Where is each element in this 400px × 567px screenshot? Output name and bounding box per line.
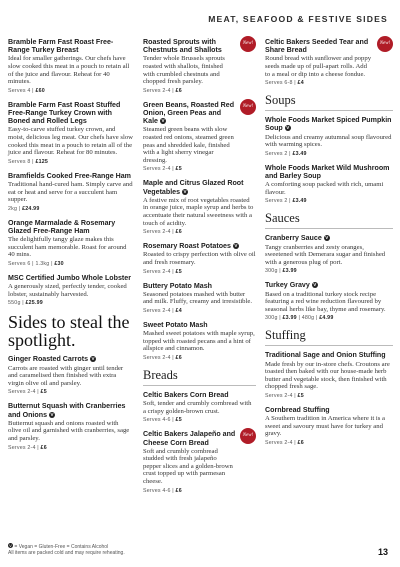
menu-item bbox=[265, 116, 393, 157]
menu-item bbox=[143, 391, 256, 423]
item-meta: Serves 6 | 1.3kg | £30 bbox=[8, 260, 64, 267]
column-1 bbox=[8, 38, 133, 458]
item-name: Cranberry Sauce V bbox=[265, 234, 329, 243]
item-meta: Serves 2 | £3.49 bbox=[265, 150, 307, 157]
item-meta: Serves 2 | £3.49 bbox=[265, 198, 307, 205]
item-meta: Serves 4-6 | £6 bbox=[143, 487, 182, 494]
item-description: Traditional hand-cured ham. Simply carve and eat or heat and serve for a succulent ham supper. bbox=[8, 180, 133, 204]
item-name: Rosemary Roast Potatoes V bbox=[143, 242, 238, 251]
menu-item bbox=[265, 38, 393, 86]
page-header bbox=[0, 0, 400, 35]
item-description: Round bread with sunflower and poppy seeds made up of pull-apart rolls. Add to a meal or dip into a cheese fondue. bbox=[265, 55, 372, 78]
item-description: Made fresh by our in-store chefs. Croutons are toasted then baked with our house-made herb butter and vegetable stock, then finished with chopped fresh sage. bbox=[265, 360, 390, 391]
item-description: Steamed green beans with slow roasted red onions, steamed green peas and shredded kale, finished with a light sherry vinegar dressing. bbox=[143, 126, 234, 164]
item-name: Cornbread Stuffing bbox=[265, 405, 330, 414]
new-badge: New! bbox=[240, 99, 256, 115]
item-name: MSC Certified Jumbo Whole Lobster bbox=[8, 273, 131, 282]
item-description: A festive mix of root vegetables roasted in orange juice, maple syrup and herbs to accentuate their natural sweetness with a touch of acidity. bbox=[143, 196, 254, 227]
menu-item bbox=[8, 355, 133, 395]
item-name: Green Beans, Roasted Red Onion, Green Peas and Kale V bbox=[143, 100, 235, 126]
item-meta: 550g | £25.99 bbox=[8, 300, 43, 307]
item-description: Tender whole Brussels sprouts roasted with shallots, finished with crumbled chestnuts and chopped fresh parsley. bbox=[143, 55, 225, 86]
item-description: Soft, tender and crumbly cornbread with a crispy golden-brown crust. bbox=[143, 400, 252, 415]
column-2 bbox=[143, 38, 256, 501]
item-description: Tangy cranberries and zesty oranges, sweetened with Demerara sugar and finished with a generous plug of port. bbox=[265, 243, 386, 266]
item-description: A generously sized, perfectly tender, cooked lobster, sustainably harvested. bbox=[8, 283, 127, 298]
vegan-icon: V bbox=[234, 243, 238, 249]
menu-item bbox=[143, 430, 256, 493]
menu-item bbox=[265, 406, 393, 446]
item-name: Traditional Sage and Onion Stuffing bbox=[265, 351, 386, 360]
vegan-icon: V bbox=[50, 411, 54, 417]
item-description: Butternut squash and onions roasted with olive oil and garnished with cranberries, sage and parsley. bbox=[8, 419, 130, 442]
breads-heading: Breads bbox=[143, 368, 256, 386]
item-meta: 2kg | £24.99 bbox=[8, 205, 40, 212]
item-name: Sweet Potato Mash bbox=[143, 320, 208, 329]
vegan-icon: V bbox=[91, 356, 95, 362]
menu-item bbox=[8, 172, 133, 212]
item-meta: Serves 2-4 | £5 bbox=[143, 268, 182, 275]
item-description: Easy-to-carve stuffed turkey crown, and moist, delicious leg meat. Our chefs have slow cooked this meat in a pouch to retain all of the juice and flavour. Reheat for 80 minutes. bbox=[8, 126, 133, 157]
item-meta: Serves 4 | £60 bbox=[8, 87, 45, 94]
item-description: Ideal for smaller gatherings. Our chefs have slow cooked this meat in a pouch to retain all of the juice and flavour. Reheat for 40 minutes. bbox=[8, 55, 130, 86]
item-name: Whole Foods Market Spiced Pumpkin Soup V bbox=[265, 116, 392, 133]
item-name: Celtic Bakers Jalapeño and Cheese Corn Bread bbox=[143, 430, 236, 447]
item-meta: Serves 2-4 | £6 bbox=[8, 444, 47, 451]
vegan-icon: V bbox=[161, 118, 165, 124]
menu-item bbox=[143, 101, 256, 173]
item-name: Bramfields Cooked Free-Range Ham bbox=[8, 171, 131, 180]
item-description: Based on a traditional turkey stock recipe featuring a red wine reduction flavoured by seasonal herbs like bay, thyme and rosemary. bbox=[265, 290, 386, 313]
vegan-icon: V bbox=[313, 282, 317, 288]
item-meta: Serves 2-4 | £6 bbox=[143, 229, 182, 236]
vegan-icon: V bbox=[325, 235, 329, 241]
menu-item bbox=[265, 281, 393, 321]
menu-item bbox=[265, 164, 393, 205]
item-name: Bramble Farm Fast Roast Free-Range Turkey Breast bbox=[8, 38, 114, 55]
header-title: MEAT, SEAFOOD & FESTIVE SIDES bbox=[208, 14, 388, 24]
item-name: Turkey Gravy V bbox=[265, 281, 317, 290]
menu-item bbox=[265, 351, 393, 399]
menu-item bbox=[143, 179, 256, 235]
vegan-icon: V bbox=[183, 188, 187, 194]
item-meta: Serves 6-8 | £4 bbox=[265, 80, 304, 87]
legend bbox=[8, 543, 208, 556]
item-meta: 300g | £3.99 | 480g | £4.99 bbox=[265, 315, 334, 322]
item-meta: Serves 8 | £125 bbox=[8, 158, 49, 165]
item-description: Delicious and creamy autumnal soup flavoured with warming spices. bbox=[265, 133, 392, 149]
menu-item bbox=[8, 101, 133, 165]
item-name: Ginger Roasted Carrots V bbox=[8, 355, 95, 364]
item-name: Butternut Squash with Cranberries and Onions V bbox=[8, 402, 126, 419]
menu-item bbox=[8, 274, 133, 306]
item-meta: Serves 4-6 | £5 bbox=[143, 417, 182, 424]
item-description: The delightfully tangy glaze makes this succulent ham memorable. Roast for around 40 mins. bbox=[8, 236, 127, 259]
item-name: Bramble Farm Fast Roast Stuffed Free-Range Turkey Crown with Boned and Rolled Legs bbox=[8, 100, 121, 126]
menu-item bbox=[143, 38, 256, 94]
item-meta: Serves 2-4 | £5 bbox=[143, 166, 182, 173]
legend-keys: V = Vegan = Gluten-Free = Contains Alcohol bbox=[9, 542, 109, 550]
item-meta: Serves 2-4 | £5 bbox=[8, 389, 47, 396]
item-description: Soft and crumbly cornbread studded with fresh jalapeño pepper slices and a golden-brown crust topped up with parmesan cheese. bbox=[143, 447, 233, 486]
item-name: Orange Marmalade & Rosemary Glazed Free-Range Ham bbox=[8, 218, 116, 235]
menu-item bbox=[143, 242, 256, 274]
menu-item bbox=[8, 219, 133, 267]
item-meta: Serves 2-4 | £4 bbox=[143, 307, 182, 314]
item-meta: Serves 2-4 | £6 bbox=[265, 439, 304, 446]
page-number: 13 bbox=[377, 547, 388, 557]
item-meta: Serves 2-4 | £5 bbox=[265, 392, 304, 399]
soups-heading: Soups bbox=[265, 93, 393, 111]
item-meta: Serves 2-4 | £6 bbox=[143, 87, 182, 94]
item-description: Seasoned potatoes mashed with butter and milk. Fluffy, creamy and irresistible. bbox=[143, 290, 253, 306]
stuffing-heading: Stuffing bbox=[265, 328, 393, 346]
new-badge: New! bbox=[240, 36, 256, 52]
item-meta: 300g | £3.99 bbox=[265, 268, 297, 275]
item-name: Celtic Bakers Corn Bread bbox=[143, 390, 229, 399]
item-description: A Southern tradition in America where it is a sweet and savoury must have for turkey and gravy. bbox=[265, 415, 385, 438]
new-badge: New! bbox=[240, 428, 256, 444]
item-description: Mashed sweet potatoes with maple syrup, topped with roasted pecans and a hint of allspice and cinnamon. bbox=[143, 330, 255, 353]
item-name: Roasted Sprouts with Chestnuts and Shallots bbox=[143, 38, 222, 55]
item-name: Celtic Bakers Seeded Tear and Share Bread bbox=[265, 38, 369, 55]
column-3 bbox=[265, 38, 393, 453]
menu-item bbox=[8, 38, 133, 94]
item-description: A comforting soup packed with rich, umami flavour. bbox=[265, 181, 384, 196]
item-description: Roasted to crispy perfection with olive oil and fresh rosemary. bbox=[143, 251, 256, 266]
menu-item bbox=[143, 321, 256, 361]
new-badge: New! bbox=[377, 36, 393, 52]
menu-item bbox=[8, 402, 133, 450]
menu-item bbox=[143, 282, 256, 314]
item-name: Buttery Potato Mash bbox=[143, 281, 212, 290]
sauces-heading: Sauces bbox=[265, 211, 393, 229]
item-description: Carrots are roasted with ginger until tender and caramelised then finished with extra virgin olive oil and parsley. bbox=[8, 364, 124, 387]
item-name: Maple and Citrus Glazed Root Vegetables V bbox=[143, 179, 244, 196]
legend-note: All items are packed cold and may require reheating. bbox=[8, 549, 125, 556]
menu-item bbox=[265, 234, 393, 274]
item-meta: Serves 2-4 | £6 bbox=[143, 354, 182, 361]
item-name: Whole Foods Market Wild Mushroom and Barley Soup bbox=[265, 163, 390, 180]
vegan-icon: V bbox=[9, 542, 12, 548]
vegan-icon: V bbox=[286, 125, 290, 131]
sides-heading: Sides to steal the spotlight. bbox=[8, 312, 130, 351]
